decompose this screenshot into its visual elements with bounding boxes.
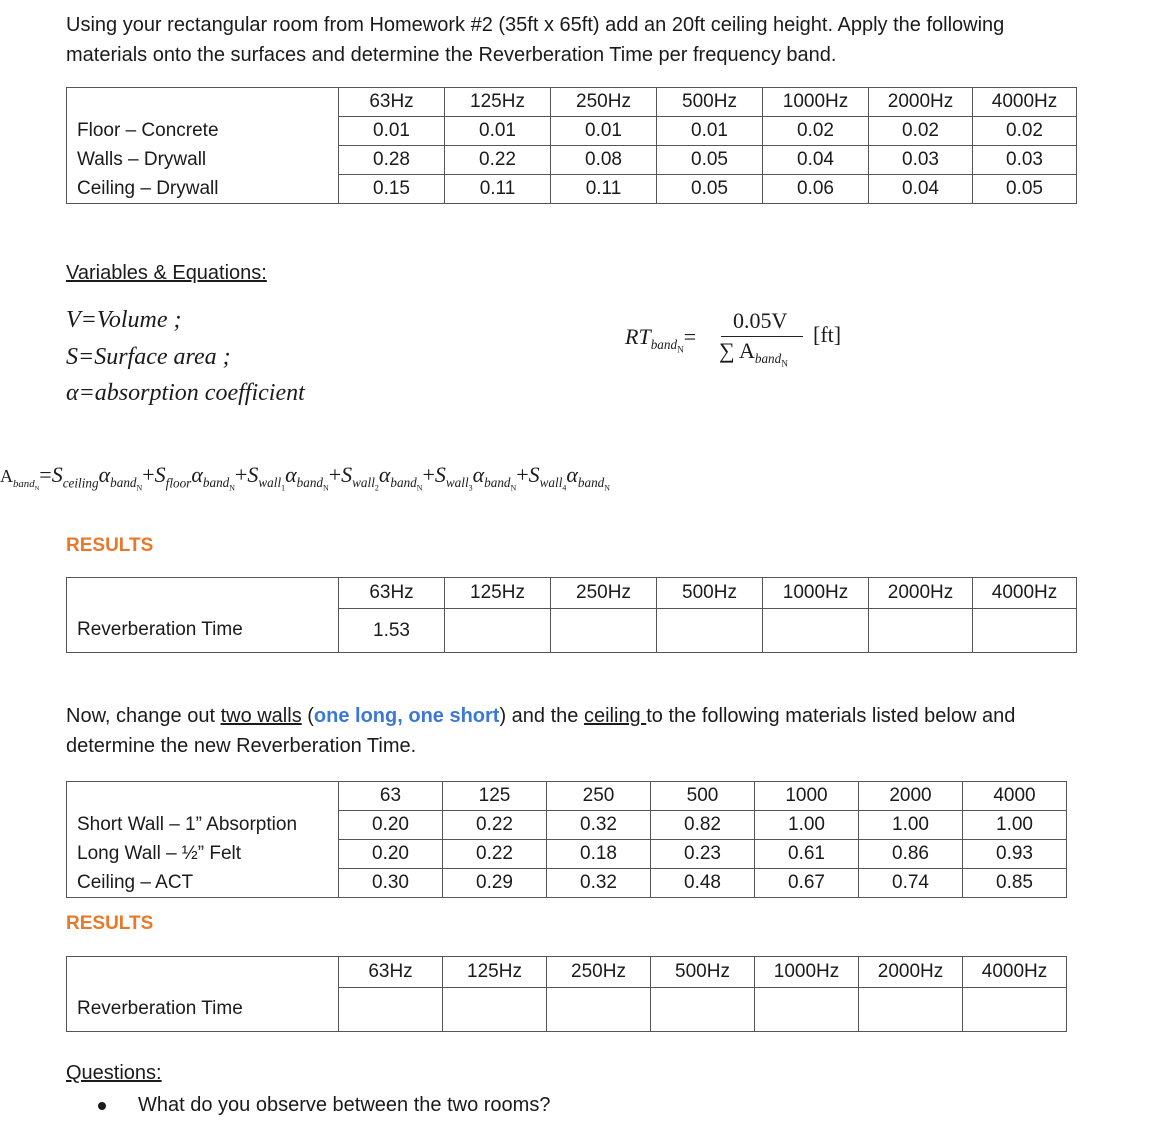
absorption-sum-equation: $A_{band_N}=S_{ceiling}\alpha_{band_N}+S_{floor}\alpha_{band_N}+S_{wall_1}\alpha_{band_N}+S_{wall_2}\alpha_{band_N}+S_{wall_3}\alpha_{band_N}+S_{wall_4}\alpha_{band_N}$ xyxy=(0,462,610,494)
column-header: 2000 xyxy=(859,782,963,811)
result-cell: 1.53 xyxy=(339,609,445,653)
new-materials-table-body xyxy=(67,782,1067,898)
table-row xyxy=(67,869,1067,898)
header-blank xyxy=(67,957,339,988)
row-label: Walls – Drywall xyxy=(67,146,339,175)
table-cell: 0.23 xyxy=(651,840,755,869)
column-header: 4000Hz xyxy=(963,957,1067,988)
results-label-2: RESULTS xyxy=(66,913,154,934)
header-row xyxy=(67,957,1067,988)
intro-line-2: materials onto the surfaces and determine the Reverberation Time per frequency band. xyxy=(66,44,837,66)
table-cell: 0.86 xyxy=(859,840,963,869)
materials-table-body xyxy=(67,88,1077,204)
variables-heading: Variables & Equations: xyxy=(66,262,267,284)
column-header: 250Hz xyxy=(551,88,657,117)
question-item xyxy=(98,1094,550,1117)
results-table-2-body xyxy=(67,957,1067,1032)
header-blank xyxy=(67,578,339,609)
row-label: Reverberation Time xyxy=(67,609,339,653)
column-header: 125Hz xyxy=(445,578,551,609)
change-one-long-short: one long, one short xyxy=(313,705,500,727)
change-ceiling: ceiling xyxy=(583,705,647,727)
table-cell: 0.03 xyxy=(869,146,973,175)
variable-volume: V=Volume ; xyxy=(66,307,182,333)
table-cell: 0.28 xyxy=(339,146,445,175)
variable-absorption: α=absorption coefficient xyxy=(66,380,305,406)
column-header: 250Hz xyxy=(547,957,651,988)
question-text: What do you observe between the two rooms? xyxy=(138,1094,551,1116)
table-cell: 0.01 xyxy=(657,117,763,146)
result-cell xyxy=(339,988,443,1032)
table-cell: 0.32 xyxy=(547,811,651,840)
table-cell: 0.11 xyxy=(551,175,657,204)
table-cell: 0.18 xyxy=(547,840,651,869)
table-cell: 0.32 xyxy=(547,869,651,898)
column-header: 1000Hz xyxy=(763,578,869,609)
row-label: Ceiling – ACT xyxy=(67,869,339,898)
intro-text xyxy=(66,10,1146,70)
table-cell: 0.02 xyxy=(973,117,1077,146)
table-row xyxy=(67,811,1067,840)
table-cell: 0.01 xyxy=(445,117,551,146)
column-header: 4000 xyxy=(963,782,1067,811)
column-header: 1000Hz xyxy=(755,957,859,988)
table-cell: 0.22 xyxy=(445,146,551,175)
table-cell: 0.03 xyxy=(973,146,1077,175)
materials-table xyxy=(66,87,1077,204)
table-cell: 0.02 xyxy=(763,117,869,146)
header-row xyxy=(67,88,1077,117)
result-cell xyxy=(445,609,551,653)
table-cell: 0.08 xyxy=(551,146,657,175)
column-header: 2000Hz xyxy=(869,88,973,117)
result-cell xyxy=(551,609,657,653)
row-label: Floor – Concrete xyxy=(67,117,339,146)
result-cell xyxy=(973,609,1077,653)
table-row xyxy=(67,175,1077,204)
rt-lhs: RT xyxy=(625,324,651,349)
bullet-icon xyxy=(98,1102,106,1110)
rt-unit: [ft] xyxy=(813,322,842,347)
result-cell xyxy=(443,988,547,1032)
header-row xyxy=(67,782,1067,811)
change-text-3: ) and the xyxy=(499,705,584,727)
rt-denominator: ∑ A xyxy=(719,338,755,363)
rt-numerator: 0.05V xyxy=(733,308,788,333)
table-cell: 0.67 xyxy=(755,869,859,898)
result-cell xyxy=(657,609,763,653)
table-cell: 0.48 xyxy=(651,869,755,898)
table-row xyxy=(67,146,1077,175)
questions-heading: Questions: xyxy=(66,1062,162,1084)
change-text-4: to the following materials listed below and xyxy=(646,705,1016,727)
table-cell: 0.30 xyxy=(339,869,443,898)
table-cell: 0.82 xyxy=(651,811,755,840)
table-cell: 0.05 xyxy=(657,175,763,204)
table-cell: 0.05 xyxy=(657,146,763,175)
change-two-walls: two walls xyxy=(220,705,302,727)
intro-line-1: Using your rectangular room from Homework #2 (35ft x 65ft) add an 20ft ceiling height. Apply the following xyxy=(66,14,1005,36)
column-header: 63Hz xyxy=(339,957,443,988)
table-cell: 0.29 xyxy=(443,869,547,898)
table-cell: 0.93 xyxy=(963,840,1067,869)
table-cell: 0.20 xyxy=(339,840,443,869)
result-cell xyxy=(963,988,1067,1032)
results-table-1 xyxy=(66,577,1077,653)
change-text-1: Now, change out xyxy=(66,705,221,727)
table-row xyxy=(67,609,1077,653)
column-header: 500Hz xyxy=(657,578,763,609)
row-label: Reverberation Time xyxy=(67,988,339,1032)
header-blank xyxy=(67,88,339,117)
table-row xyxy=(67,117,1077,146)
column-header: 1000 xyxy=(755,782,859,811)
table-row xyxy=(67,988,1067,1032)
table-cell: 1.00 xyxy=(755,811,859,840)
result-cell xyxy=(651,988,755,1032)
result-cell xyxy=(859,988,963,1032)
column-header: 63 xyxy=(339,782,443,811)
table-cell: 0.22 xyxy=(443,811,547,840)
table-cell: 0.01 xyxy=(551,117,657,146)
result-cell xyxy=(763,609,869,653)
results-table-1-body xyxy=(67,578,1077,653)
column-header: 500Hz xyxy=(651,957,755,988)
table-cell: 1.00 xyxy=(963,811,1067,840)
column-header: 1000Hz xyxy=(763,88,869,117)
row-label: Short Wall – 1” Absorption xyxy=(67,811,339,840)
table-cell: 0.22 xyxy=(443,840,547,869)
table-cell: 0.61 xyxy=(755,840,859,869)
column-header: 63Hz xyxy=(339,88,445,117)
header-blank xyxy=(67,782,339,811)
change-instructions xyxy=(66,701,1146,761)
change-line-2: determine the new Reverberation Time. xyxy=(66,735,417,757)
table-cell: 0.15 xyxy=(339,175,445,204)
table-cell: 1.00 xyxy=(859,811,963,840)
column-header: 500Hz xyxy=(657,88,763,117)
column-header: 4000Hz xyxy=(973,578,1077,609)
header-row xyxy=(67,578,1077,609)
table-cell: 0.74 xyxy=(859,869,963,898)
new-materials-table xyxy=(66,781,1067,898)
column-header: 63Hz xyxy=(339,578,445,609)
column-header: 500 xyxy=(651,782,755,811)
results-table-2 xyxy=(66,956,1067,1032)
table-cell: 0.05 xyxy=(973,175,1077,204)
column-header: 125Hz xyxy=(445,88,551,117)
results-label-1: RESULTS xyxy=(66,535,154,556)
result-cell xyxy=(869,609,973,653)
table-cell: 0.20 xyxy=(339,811,443,840)
row-label: Ceiling – Drywall xyxy=(67,175,339,204)
table-cell: 0.02 xyxy=(869,117,973,146)
change-text-2: ( xyxy=(301,705,314,727)
table-cell: 0.04 xyxy=(763,146,869,175)
table-row xyxy=(67,840,1067,869)
table-cell: 0.85 xyxy=(963,869,1067,898)
table-cell: 0.11 xyxy=(445,175,551,204)
rt-equation: $RT_{band_N}=$ 0.05V ∑ $A_{band_N}$ [ft] xyxy=(625,308,842,370)
column-header: 2000Hz xyxy=(859,957,963,988)
result-cell xyxy=(547,988,651,1032)
variable-surface-area: S=Surface area ; xyxy=(66,344,231,370)
column-header: 125Hz xyxy=(443,957,547,988)
result-cell xyxy=(755,988,859,1032)
column-header: 2000Hz xyxy=(869,578,973,609)
column-header: 125 xyxy=(443,782,547,811)
column-header: 250Hz xyxy=(551,578,657,609)
column-header: 4000Hz xyxy=(973,88,1077,117)
table-cell: 0.04 xyxy=(869,175,973,204)
table-cell: 0.06 xyxy=(763,175,869,204)
table-cell: 0.01 xyxy=(339,117,445,146)
row-label: Long Wall – ½” Felt xyxy=(67,840,339,869)
column-header: 250 xyxy=(547,782,651,811)
